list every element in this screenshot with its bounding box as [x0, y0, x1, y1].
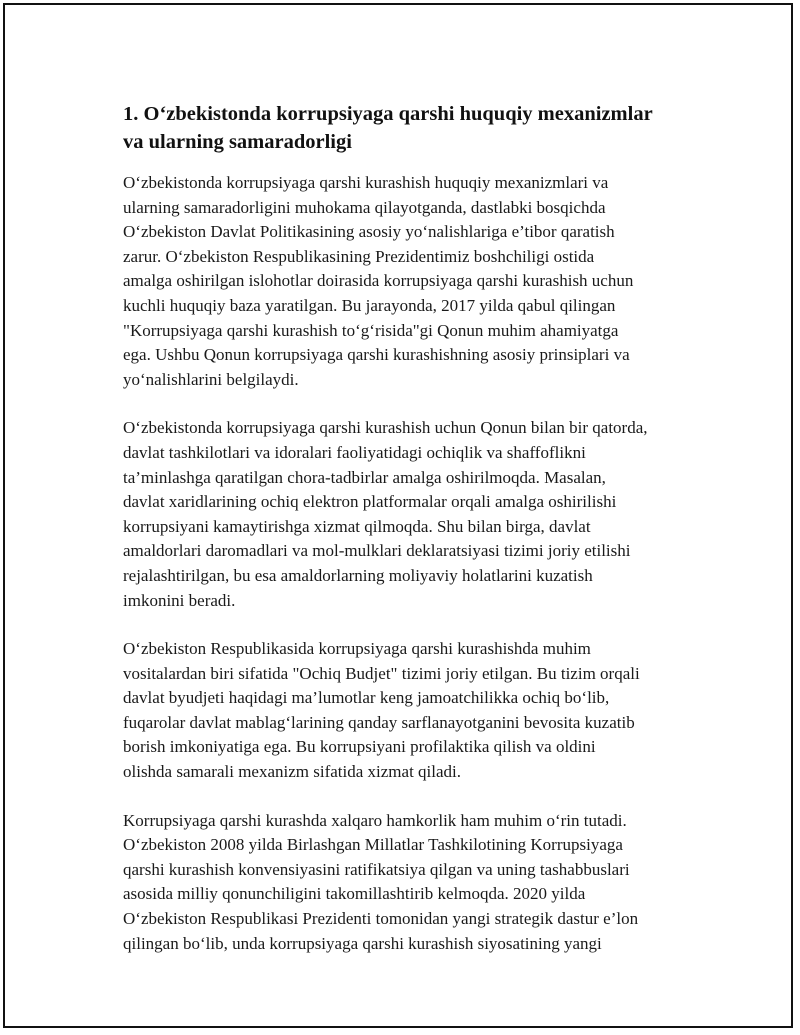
page-frame [3, 3, 793, 1028]
text-line: ularning samaradorligini muhokama qilayotganda, dastlabki bosqichda [123, 197, 606, 217]
text-line: rejalashtirilgan, bu esa amaldorlarning moliyaviy holatlarini kuzatish [123, 565, 593, 585]
text-line: amalga oshirilgan islohotlar doirasida korrupsiyaga qarshi kurashish uchun [123, 271, 634, 291]
text-line: O‘zbekiston Respublikasida korrupsiyaga qarshi kurashishda muhim [123, 639, 591, 659]
text-line: qilingan bo‘lib, unda korrupsiyaga qarshi kurashish siyosatining yangi [123, 933, 602, 953]
paragraph-4 [123, 809, 713, 957]
text-line: imkonini beradi. [123, 590, 236, 610]
document-body [123, 100, 713, 980]
text-line: amaldorlari daromadlari va mol-mulklari deklaratsiyasi tizimi joriy etilishi [123, 541, 631, 561]
text-line: davlat tashkilotlari va idoralari faoliyatidagi ochiqlik va shaffoflikni [123, 442, 586, 462]
text-line: Korrupsiyaga qarshi kurashda xalqaro hamkorlik ham muhim o‘rin tutadi. [123, 810, 627, 830]
paragraph-1 [123, 171, 713, 392]
text-line: kuchli huquqiy baza yaratilgan. Bu jarayonda, 2017 yilda qabul qilingan [123, 295, 616, 315]
text-line: yo‘nalishlarini belgilaydi. [123, 369, 299, 389]
text-line: qarshi kurashish konvensiyasini ratifikatsiya qilgan va uning tashabbuslari [123, 859, 630, 879]
text-line: davlat xaridlarining ochiq elektron platformalar orqali amalga oshirilishi [123, 492, 617, 512]
text-line: O‘zbekiston 2008 yilda Birlashgan Millatlar Tashkilotining Korrupsiyaga [123, 835, 623, 855]
heading-line: va ularning samaradorligi [123, 131, 352, 153]
text-line: vositalardan biri sifatida "Ochiq Budjet" tizimi joriy etilgan. Bu tizim orqali [123, 663, 640, 683]
text-line: asosida milliy qonunchiligini takomillashtirib kelmoqda. 2020 yilda [123, 884, 586, 904]
text-line: borish imkoniyatiga ega. Bu korrupsiyani profilaktika qilish va oldini [123, 737, 596, 757]
text-line: olishda samarali mexanizm sifatida xizmat qiladi. [123, 762, 462, 782]
text-line: zarur. O‘zbekiston Respublikasining Prezidentimiz boshchiligi ostida [123, 246, 595, 266]
section-heading [123, 100, 713, 156]
text-line: ta’minlashga qaratilgan chora-tadbirlar amalga oshirilmoqda. Masalan, [123, 467, 606, 487]
text-line: davlat byudjeti haqidagi ma’lumotlar keng jamoatchilikka ochiq bo‘lib, [123, 688, 610, 708]
text-line: O‘zbekiston Respublikasi Prezidenti tomonidan yangi strategik dastur e’lon [123, 909, 639, 929]
paragraph-3 [123, 637, 713, 785]
heading-line: 1. O‘zbekistonda korrupsiyaga qarshi huquqiy mexanizmlar [123, 103, 653, 125]
text-line: ega. Ushbu Qonun korrupsiyaga qarshi kurashishning asosiy prinsiplari va [123, 345, 630, 365]
text-line: O‘zbekistonda korrupsiyaga qarshi kurashish huquqiy mexanizmlari va [123, 173, 609, 192]
text-line: korrupsiyani kamaytirishga xizmat qilmoqda. Shu bilan birga, davlat [123, 516, 591, 536]
text-line: O‘zbekiston Davlat Politikasining asosiy yo‘nalishlariga e’tibor qaratish [123, 222, 615, 242]
text-line: O‘zbekistonda korrupsiyaga qarshi kurashish uchun Qonun bilan bir qatorda, [123, 418, 648, 438]
text-line: fuqarolar davlat mablag‘larining qanday sarflanayotganini bevosita kuzatib [123, 712, 635, 732]
paragraph-2 [123, 416, 713, 613]
text-line: "Korrupsiyaga qarshi kurashish to‘g‘risida"gi Qonun muhim ahamiyatga [123, 320, 619, 340]
